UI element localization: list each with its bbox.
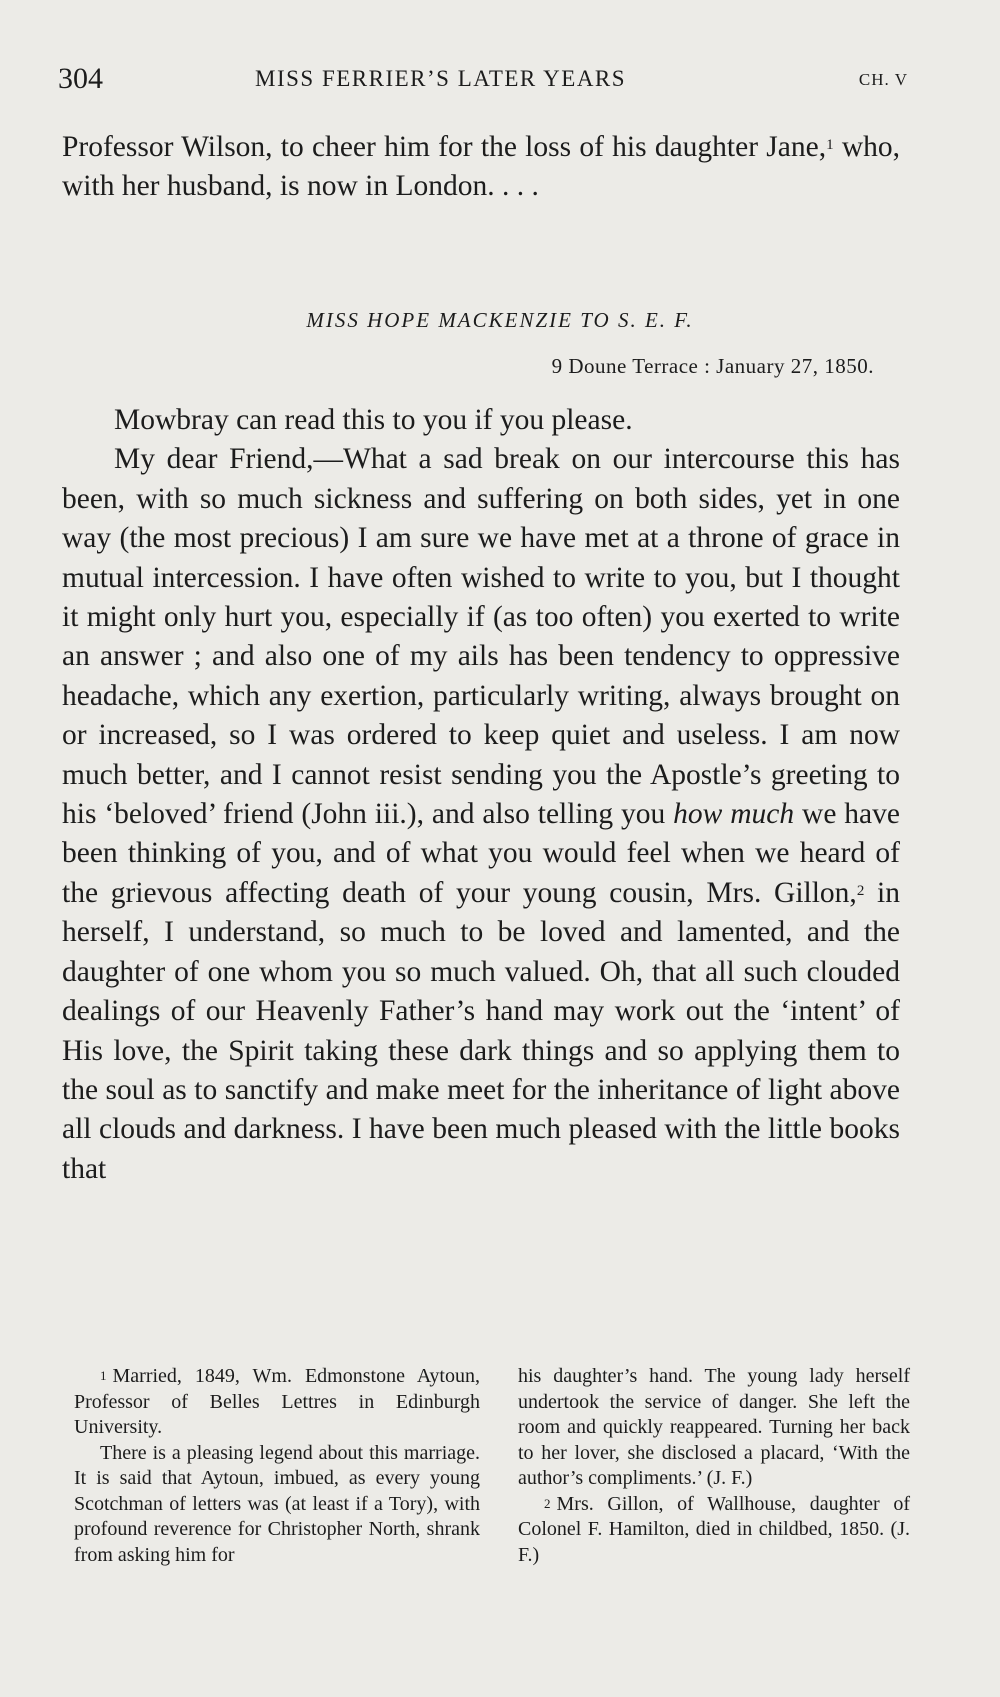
footnote-reference-2: 2 [856, 882, 865, 899]
footnote-1-legend-continued: his daughter’s hand. The young lady herself undertook the service of danger. She left the room and quickly reappeared. Turning her back to her lover, she disclosed a placard, ‘With the author’s compliments.’ (J. F.) [518, 1365, 910, 1489]
footnote-reference-1: 1 [826, 137, 834, 153]
footnote-1-text: Married, 1849, Wm. Edmonstone Aytoun, Professor of Belles Lettres in Edinburgh University. [74, 1365, 480, 1438]
chapter-reference: CH. V [858, 70, 908, 89]
continued-text-end: who, with her husband, is now in London. . . . [62, 131, 901, 203]
emphasized-text: how much [673, 798, 795, 831]
page-number: 304 [58, 62, 103, 95]
footnote-2-marker: 2 [544, 1495, 551, 1511]
footnote-1 [74, 1364, 480, 1441]
footnote-column-right [518, 1364, 910, 1568]
letter-body [62, 401, 900, 1189]
letter-text-part-2: we have been thinking of you, and of what you would feel when we heard of the grievous affecting death of your young cousin, Mrs. Gillon, [62, 798, 900, 909]
footnote-2-text: Mrs. Gillon, of Wallhouse, daughter of Colonel F. Hamilton, died in childbed, 1850. (J. F.) [518, 1492, 910, 1566]
letter-text-part-1: My dear Friend,—What a sad break on our intercourse this has been, with so much sickness and suffering on both sides, yet in one way (the most precious) I am sure we have met at a throne of grace in mutual intercession. I have often wished to write to you, but I thought it might only hurt you, especially if (as too often) you exerted to write an answer ; and also one of my ails has been tendency to oppressive headache, which any exertion, particularly writing, always brought on or increased, so I was ordered to keep quiet and useless. I am now much better, and I cannot resist sending you the Apostle’s greeting to his ‘beloved’ friend (John iii.), and also telling you [62, 443, 900, 831]
footnote-column-left [74, 1364, 480, 1568]
footnote-1-legend: There is a pleasing legend about this marriage. It is said that Aytoun, imbued, as every young Scotchman of letters was (at least if a Tory), with profound reverence for Christopher North, shrank from asking him for [74, 1441, 480, 1566]
continued-text: Professor Wilson, to cheer him for the loss of his daughter Jane, [62, 131, 827, 163]
footnote-2 [518, 1492, 910, 1569]
letter-paragraph [62, 440, 900, 1189]
letter-text-part-3: in herself, I understand, so much to be loved and lamented, and the daughter of one whom you so much valued. Oh, that all such clouded dealings of our Heavenly Father’s hand may work out the ‘intent’ of His love, the Spirit taking these dark things and so applying them to the soul as to sanctify and make meet for the inheritance of light above all clouds and darkness. I have been much pleased with the little books that [62, 876, 900, 1185]
running-head [58, 62, 918, 102]
footnote-1-marker: 1 [100, 1368, 107, 1383]
opening-line: Mowbray can read this to you if you please. [114, 404, 633, 436]
running-title: MISS FERRIER’S LATER YEARS [255, 66, 627, 91]
letter-heading: MISS HOPE MACKENZIE TO S. E. F. [306, 308, 694, 332]
footnotes [74, 1364, 914, 1566]
letter-dateline: 9 Doune Terrace : January 27, 1850. [551, 354, 874, 378]
continued-paragraph [62, 128, 900, 207]
